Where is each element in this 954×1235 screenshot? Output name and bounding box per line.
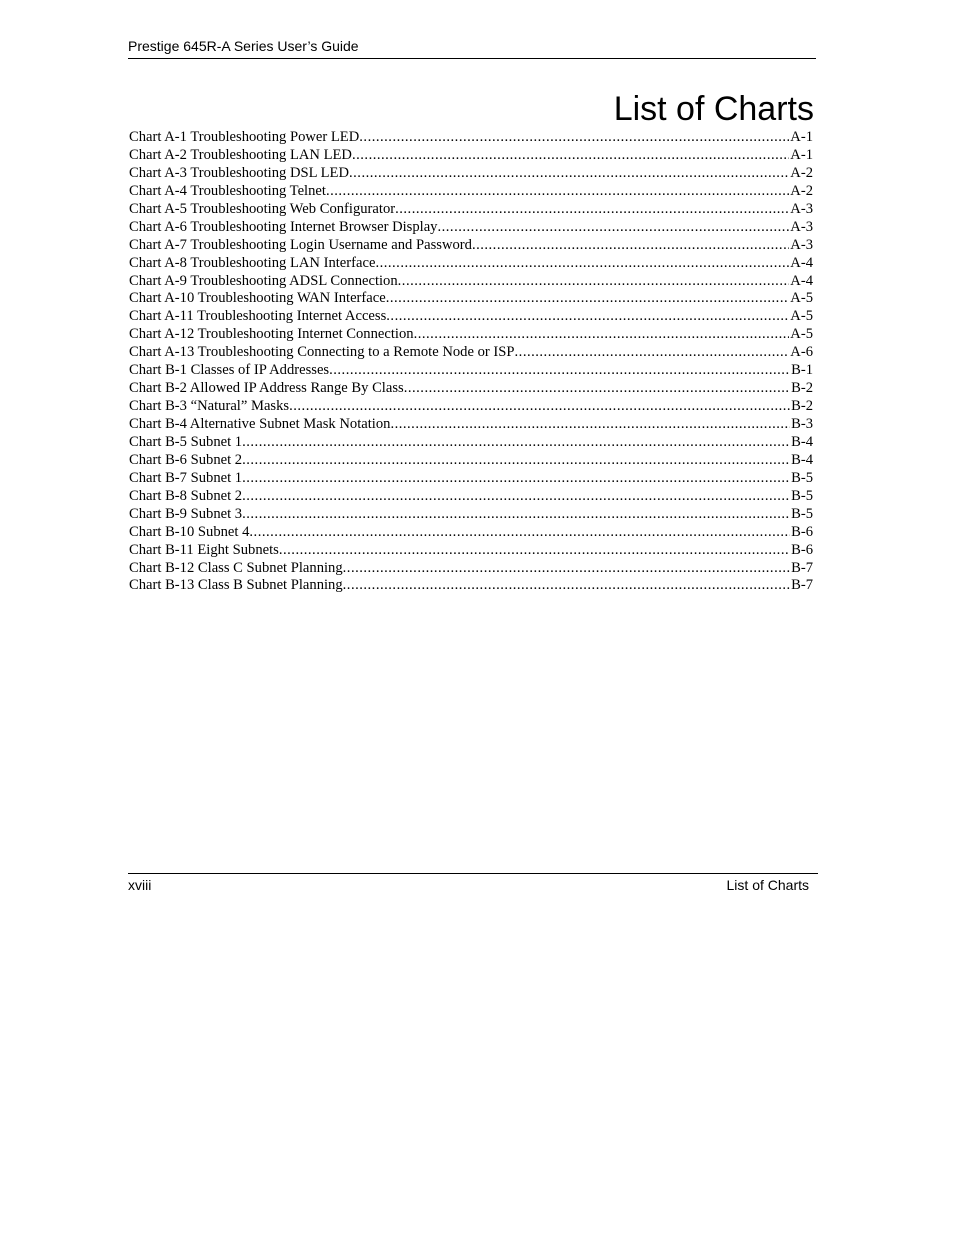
toc-dot-leader — [414, 326, 790, 344]
toc-entry-page: B-6 — [791, 523, 813, 540]
toc-entry-page: A-4 — [790, 254, 813, 271]
toc-dot-leader — [242, 506, 790, 524]
toc-dot-leader — [386, 290, 790, 308]
toc-entry[interactable] — [129, 560, 813, 578]
toc-entry[interactable] — [129, 470, 813, 488]
document-title: Prestige 645R-A Series User’s Guide — [128, 38, 359, 54]
toc-entry-page: A-5 — [790, 290, 813, 307]
toc-dot-leader — [386, 308, 789, 326]
toc-entry-label: Chart B-12 Class C Subnet Planning — [129, 559, 343, 576]
toc-entry-label: Chart B-3 “Natural” Masks — [129, 398, 290, 415]
toc-entry-page: A-3 — [790, 236, 813, 253]
toc-entry[interactable] — [129, 488, 813, 506]
toc-entry-label: Chart A-12 Troubleshooting Internet Connection — [129, 326, 414, 343]
toc-entry-label: Chart B-5 Subnet 1 — [129, 433, 243, 450]
toc-entry-label: Chart A-9 Troubleshooting ADSL Connection — [129, 272, 398, 289]
toc-entry[interactable] — [129, 344, 813, 362]
toc-entry[interactable] — [129, 542, 813, 560]
toc-entry[interactable] — [129, 506, 813, 524]
toc-entry-label: Chart A-5 Troubleshooting Web Configurator — [129, 200, 396, 217]
toc-entry-page: B-6 — [791, 541, 813, 558]
toc-entry-label: Chart A-4 Troubleshooting Telnet — [129, 182, 326, 199]
toc-entry-page: B-2 — [791, 398, 813, 415]
toc-entry-label: Chart B-6 Subnet 2 — [129, 451, 243, 468]
toc-entry-page: B-5 — [791, 505, 813, 522]
toc-entry[interactable] — [129, 273, 813, 291]
toc-entry-label: Chart A-6 Troubleshooting Internet Browser Display — [129, 218, 438, 235]
toc-entry-page: A-6 — [790, 344, 813, 361]
toc-dot-leader — [395, 201, 789, 219]
toc-entry-page: B-5 — [791, 469, 813, 486]
toc-entry-label: Chart B-7 Subnet 1 — [129, 469, 243, 486]
toc-dot-leader — [343, 560, 790, 578]
toc-dot-leader — [398, 273, 790, 291]
toc-entry-label: Chart B-2 Allowed IP Address Range By Class — [129, 380, 404, 397]
toc-entry-page: A-4 — [790, 272, 813, 289]
toc-dot-leader — [472, 237, 789, 255]
toc-dot-leader — [279, 542, 790, 560]
page-number: xviii — [128, 877, 152, 893]
toc-entry-page: B-5 — [791, 487, 813, 504]
toc-entry-label: Chart A-11 Troubleshooting Internet Access — [129, 308, 387, 325]
toc-entry-page: B-4 — [791, 451, 813, 468]
toc-entry[interactable] — [129, 434, 813, 452]
toc-entry[interactable] — [129, 290, 813, 308]
toc-dot-leader — [242, 470, 790, 488]
toc-entry-page: A-2 — [790, 182, 813, 199]
toc-entry[interactable] — [129, 237, 813, 255]
toc-entry-label: Chart B-9 Subnet 3 — [129, 505, 243, 522]
toc-entry-label: Chart B-8 Subnet 2 — [129, 487, 243, 504]
toc-entry-page: A-2 — [790, 164, 813, 181]
toc-entry[interactable] — [129, 416, 813, 434]
toc-entry-label: Chart A-1 Troubleshooting Power LED — [129, 129, 360, 145]
toc-dot-leader — [249, 524, 790, 542]
toc-entry[interactable] — [129, 380, 813, 398]
page-title: List of Charts — [613, 90, 814, 128]
toc-entry-page: A-5 — [790, 326, 813, 343]
toc-entry-page: B-3 — [791, 416, 813, 432]
toc-entry-page: B-7 — [791, 577, 813, 594]
toc-dot-leader — [375, 255, 789, 273]
toc-entry-page: B-2 — [791, 380, 813, 397]
toc-entry-page: B-1 — [791, 362, 813, 379]
running-footer — [128, 873, 818, 893]
toc-entry-label: Chart A-10 Troubleshooting WAN Interface — [129, 290, 386, 307]
toc-dot-leader — [326, 183, 789, 201]
toc-entry[interactable] — [129, 398, 813, 416]
toc-entry-label: Chart B-10 Subnet 4 — [129, 523, 250, 540]
toc-entry-label: Chart A-13 Troubleshooting Connecting to a Remote Node or ISP — [129, 344, 515, 361]
toc-entry[interactable] — [129, 147, 813, 165]
footer-section-name: List of Charts — [726, 877, 809, 893]
toc-dot-leader — [390, 416, 790, 434]
toc-dot-leader — [515, 344, 790, 362]
toc-entry[interactable] — [129, 219, 813, 237]
toc-entry-page: A-3 — [790, 200, 813, 217]
toc-entry-label: Chart A-7 Troubleshooting Login Username and Password — [129, 236, 472, 253]
toc-dot-leader — [352, 147, 789, 165]
toc-entry-page: A-1 — [790, 146, 813, 163]
toc-dot-leader — [329, 362, 790, 380]
toc-entry[interactable] — [129, 577, 813, 595]
toc-entry-page: B-7 — [791, 559, 813, 576]
toc-dot-leader — [349, 165, 789, 183]
toc-entry-label: Chart A-8 Troubleshooting LAN Interface — [129, 254, 376, 271]
toc-entry-label: Chart B-4 Alternative Subnet Mask Notation — [129, 416, 391, 432]
toc-dot-leader — [343, 577, 790, 595]
toc-entry[interactable] — [129, 524, 813, 542]
toc-entry-label: Chart B-13 Class B Subnet Planning — [129, 577, 343, 594]
toc-entry[interactable] — [129, 326, 813, 344]
toc-entry[interactable] — [129, 183, 813, 201]
toc-entry[interactable] — [129, 129, 813, 147]
toc-entry-label: Chart B-1 Classes of IP Addresses — [129, 362, 330, 379]
toc-entry-label: Chart B-11 Eight Subnets — [129, 541, 279, 558]
toc-dot-leader — [404, 380, 790, 398]
toc-entry[interactable] — [129, 362, 813, 380]
toc-entry-label: Chart A-2 Troubleshooting LAN LED — [129, 146, 352, 163]
toc-dot-leader — [242, 434, 790, 452]
toc-entry[interactable] — [129, 165, 813, 183]
toc-entry[interactable] — [129, 201, 813, 219]
toc-entry-page: A-5 — [790, 308, 813, 325]
toc-dot-leader — [289, 398, 790, 416]
running-header — [128, 38, 816, 59]
toc-entry-label: Chart A-3 Troubleshooting DSL LED — [129, 164, 349, 181]
toc-entry-page: A-1 — [790, 129, 813, 145]
toc-entry[interactable] — [129, 255, 813, 273]
list-of-charts — [129, 129, 813, 595]
toc-dot-leader — [359, 129, 789, 147]
toc-dot-leader — [437, 219, 789, 237]
toc-entry[interactable] — [129, 452, 813, 470]
toc-entry-page: B-4 — [791, 433, 813, 450]
toc-entry[interactable] — [129, 308, 813, 326]
toc-entry-page: A-3 — [790, 218, 813, 235]
toc-dot-leader — [242, 452, 790, 470]
toc-dot-leader — [242, 488, 790, 506]
